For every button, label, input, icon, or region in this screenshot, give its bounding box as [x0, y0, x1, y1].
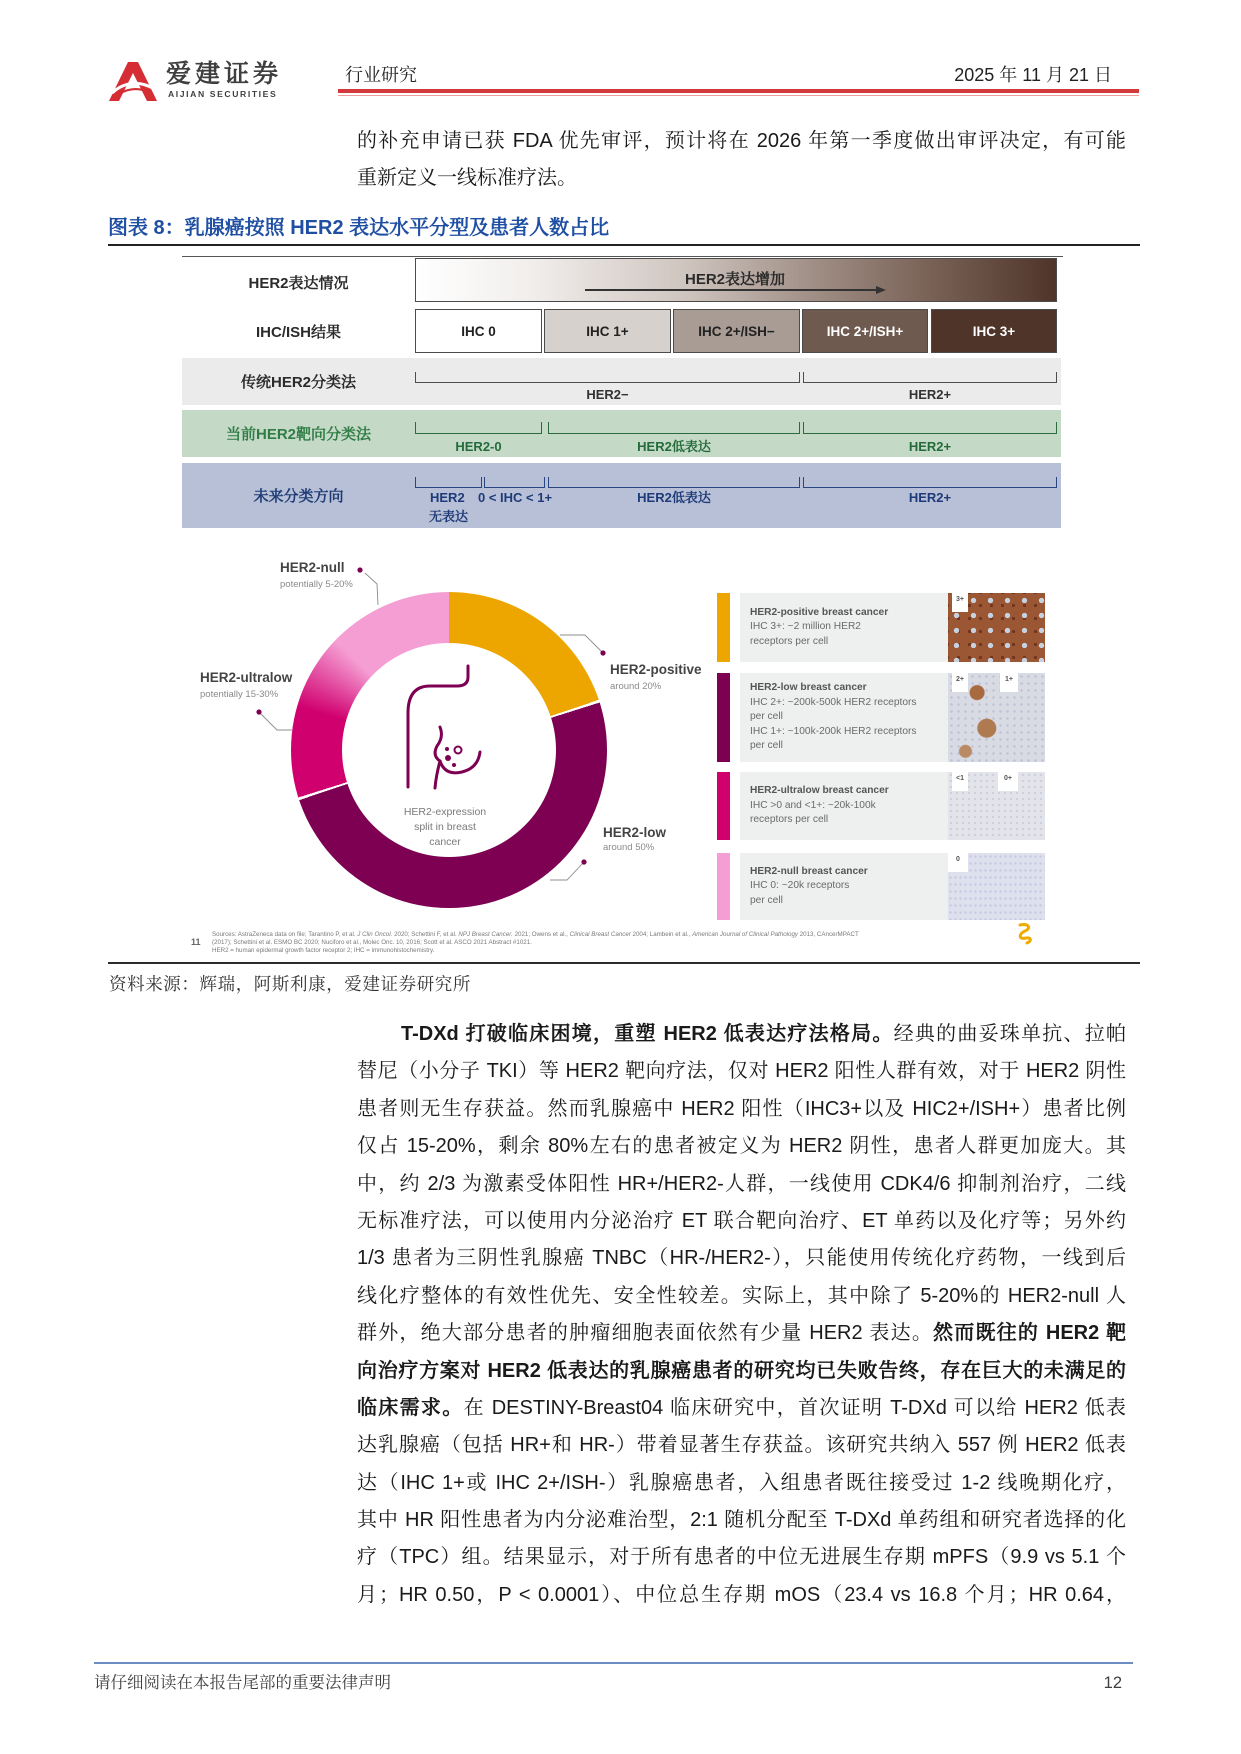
sources-line-1: [212, 931, 859, 939]
stain-tag: 1+: [1000, 673, 1018, 692]
source-journal: Clinical Breast Cancer: [569, 931, 631, 938]
card-color-bar: [717, 673, 730, 762]
page-number: 12: [1103, 1674, 1122, 1692]
source-text: 2020; Schettini F, et al.: [392, 931, 459, 938]
card-line: receptors per cell: [750, 635, 829, 647]
donut-label-low: HER2-low: [603, 825, 667, 840]
card-body: [740, 673, 948, 762]
card-her2-null: [717, 853, 1045, 920]
expression-arrow-label: HER2表达增加: [685, 271, 786, 288]
text-line: 的补充申请已获 FDA 优先审评，预计将在 2026 年第一季度做出审评决定，有可能: [357, 130, 1126, 152]
row-label-current: 当前HER2靶向分类法: [225, 426, 371, 443]
text-segment: 达（IHC 1+或 IHC 2+/ISH-）乳腺癌患者，入组患者既往接受过 1-2 线晚期化疗，: [357, 1471, 1126, 1494]
ihc-box-1plus: IHC 1+: [544, 309, 671, 353]
donut-share-ultralow: potentially 15-30%: [200, 689, 279, 700]
source-text: 2021; Owens et al.,: [512, 931, 570, 938]
stain-tag: 0: [948, 853, 968, 872]
text-segment: 其中 HR 阳性患者为内分泌难治型，2:1 随机分配至 T-DXd 单药组和研究者选择的化: [357, 1509, 1126, 1532]
row-label-ihc: IHC/ISH结果: [255, 323, 341, 341]
card-title: HER2-ultralow breast cancer: [750, 785, 889, 797]
group-her2-positive: HER2+: [908, 490, 952, 505]
source-text: Sources: AstraZeneca data on file; Tarantino P, et al.: [212, 931, 358, 938]
card-title: HER2-low breast cancer: [750, 682, 867, 694]
donut-label-positive: HER2-positive: [610, 662, 702, 677]
aijian-a-logo-icon: [107, 60, 159, 102]
header-rule: [338, 89, 1139, 93]
text-line: [357, 1128, 1126, 1165]
card-color-bar: [717, 593, 730, 662]
center-text-line: split in breast: [414, 821, 476, 833]
stain-tag: 3+: [952, 593, 968, 612]
source-journal: J Clin Oncol.: [357, 931, 393, 938]
text-segment: 线化疗整体的有效性优先、安全性较差。实际上，其中除了 5-20%的 HER2-null 人: [357, 1284, 1126, 1307]
card-line: receptors per cell: [750, 814, 829, 826]
donut-label-ultralow: HER2-ultralow: [200, 670, 293, 685]
card-her2-low: [717, 673, 1045, 762]
sources-line-3: HER2 = human epidermal growth factor receptor 2; IHC = immunohistochemistry.: [212, 947, 435, 954]
figure-source-note: 资料来源：辉瑞，阿斯利康，爱建证券研究所: [109, 974, 471, 994]
source-journal: NPJ Breast Cancer.: [458, 931, 513, 938]
text-segment: 在 DESTINY-Breast04 临床研究中，首次证明 T-DXd 可以给 HER2 低表: [463, 1396, 1126, 1419]
stain-tag: 0+: [998, 772, 1018, 791]
row-label-future: 未来分类方向: [253, 488, 344, 505]
card-line: per cell: [750, 894, 783, 906]
ihc-box-0: IHC 0: [415, 309, 542, 353]
card-line: per cell: [750, 740, 783, 752]
ihc-box-3plus: IHC 3+: [931, 309, 1057, 353]
card-line: per cell: [750, 711, 783, 723]
source-text: 2004; Lambein et al.,: [630, 931, 693, 938]
astrazeneca-logo-icon: [1013, 922, 1037, 946]
report-date: 2025 年 11 月 21 日: [954, 65, 1112, 85]
card-color-bar: [717, 772, 730, 840]
text-line: [357, 1502, 1126, 1539]
text-segment: 1/3 患者为三阴性乳腺癌 TNBC（HR-/HER2-），只能使用传统化疗药物，一线到后: [357, 1247, 1126, 1270]
text-segment: 替尼（小分子 TKI）等 HER2 靶向疗法，仅对 HER2 阳性人群有效，对于 HER2 阴性: [357, 1060, 1126, 1083]
card-line: IHC 1+: ~100k-200k HER2 receptors: [750, 725, 917, 737]
group-her2-0: HER2-0: [455, 439, 502, 454]
row-label-expression: HER2表达情况: [248, 274, 349, 292]
text-line: [357, 1427, 1126, 1464]
report-section: 行业研究: [345, 65, 417, 85]
footer-disclaimer: 请仔细阅读在本报告尾部的重要法律声明: [94, 1674, 391, 1692]
card-body: [740, 593, 948, 662]
text-line: [357, 1539, 1126, 1576]
text-line: [357, 1091, 1126, 1128]
ihc-box-2plus-ish-neg: IHC 2+/ISH−: [673, 309, 800, 353]
group-her2-null: HER2: [430, 490, 465, 505]
text-line: [357, 1166, 1126, 1203]
text-line: 重新定义一线标准疗法。: [357, 167, 577, 190]
text-line: [357, 1203, 1126, 1240]
ihc-stain-image: [948, 853, 1045, 920]
source-journal: American Journal of Clinical Pathology: [692, 931, 798, 938]
bold-lead: T-DXd 打破临床困境，重塑 HER2 低表达疗法格局。: [401, 1023, 894, 1045]
text-segment: 无标准疗法，可以使用内分泌治疗 ET 联合靶向治疗、ET 单药以及化疗等；另外约: [357, 1209, 1126, 1232]
text-line: [357, 1315, 1126, 1352]
text-line: [357, 1577, 1126, 1614]
center-text-line: cancer: [429, 836, 461, 848]
group-her2-positive: HER2+: [908, 439, 952, 454]
group-her2-null-sub: 无表达: [429, 509, 469, 524]
donut-share-low: around 50%: [603, 842, 655, 853]
slide-number: 11: [191, 937, 201, 947]
card-body: [740, 853, 948, 920]
ihc-stain-image: [948, 593, 1045, 662]
text-segment: 患者则无生存获益。然而乳腺癌中 HER2 阳性（IHC3+以及 HIC2+/ISH+）患者比例: [357, 1097, 1126, 1120]
bold-segment: 临床需求。: [357, 1396, 464, 1419]
card-her2-ultralow: [717, 772, 1045, 840]
text-segment: 疗（TPC）组。结果显示，对于所有患者的中位无进展生存期 mPFS（9.9 vs 5.1 个: [357, 1546, 1126, 1569]
card-color-bar: [717, 853, 730, 920]
donut-label-null: HER2-null: [280, 560, 345, 575]
stain-tag: 2+: [952, 673, 968, 692]
card-line: IHC 3+: ~2 million HER2: [750, 621, 861, 633]
card-line: IHC 2+: ~200k-500k HER2 receptors: [750, 696, 917, 708]
text-segment: 中，约 2/3 为激素受体阳性 HR+/HER2-人群，一线使用 CDK4/6 抑制剂治疗，二线: [357, 1172, 1126, 1195]
company-name-cn: 爱建证券: [166, 60, 283, 88]
text-line: [357, 1390, 1126, 1427]
donut-center-text: [385, 805, 505, 850]
figure-bottom-rule: [108, 962, 1140, 964]
body-paragraph: [357, 1016, 1126, 1614]
group-her2-ultralow: 0 < IHC < 1+: [478, 490, 553, 505]
text-line: [357, 1465, 1126, 1502]
intro-paragraph: [357, 123, 1126, 198]
header-rule-thin: [338, 95, 1139, 96]
text-line: [357, 1053, 1126, 1090]
sources-line-2: (2017); Schettini et al. ESMO BC 2020; Nuciforo et al., Molec Onc. 10, 2016; Scott et al. ASCO 2021 Abstract #1021.: [212, 939, 532, 946]
group-her2-low: HER2低表达: [637, 490, 711, 505]
company-name-en: AIJIAN SECURITIES: [168, 89, 278, 99]
donut-share-null: potentially 5-20%: [280, 579, 353, 590]
ihc-stain-image: [948, 772, 1045, 840]
text-segment: 达乳腺癌（包括 HR+和 HR-）带着显著生存获益。该研究共纳入 557 例 HER2 低表: [357, 1434, 1126, 1457]
stain-tag: <1: [952, 772, 968, 791]
text-segment: 群外，绝大部分患者的肿瘤细胞表面依然有少量 HER2 表达。: [357, 1322, 934, 1345]
card-title: HER2-positive breast cancer: [750, 606, 889, 618]
her2-classification-figure: [182, 256, 1066, 956]
bold-segment: 然而既往的 HER2 靶: [933, 1322, 1126, 1345]
row-label-traditional: 传统HER2分类法: [240, 374, 356, 391]
group-her2-low: HER2低表达: [637, 439, 711, 454]
card-line: IHC >0 and <1+: ~20k-100k: [750, 799, 876, 811]
text-line: [357, 1278, 1126, 1315]
group-her2-negative: HER2−: [586, 387, 629, 402]
card-body: [740, 772, 948, 840]
center-text-line: HER2-expression: [403, 806, 487, 818]
card-her2-positive: [717, 593, 1045, 662]
text-line: [357, 1016, 1126, 1053]
source-text: 2013, CAncerMPACT: [798, 931, 859, 938]
text-line: [357, 1353, 1126, 1390]
text-line: [357, 1240, 1126, 1277]
footer-rule: [94, 1662, 1133, 1664]
ihc-box-2plus-ish-pos: IHC 2+/ISH+: [802, 309, 928, 353]
text-segment: 仅占 15-20%，剩余 80%左右的患者被定义为 HER2 阴性，患者人群更加庞大。其: [357, 1135, 1126, 1158]
card-line: IHC 0: ~20k receptors: [750, 880, 850, 892]
donut-share-positive: around 20%: [610, 681, 662, 692]
company-logo: [107, 60, 159, 102]
text-segment: 经典的曲妥珠单抗、拉帕: [893, 1023, 1126, 1045]
text-segment: 月；HR 0.50，P < 0.0001）、中位总生存期 mOS（23.4 vs 16.8 个月；HR 0.64，: [357, 1583, 1126, 1606]
figure-caption: 图表 8：乳腺癌按照 HER2 表达水平分型及患者人数占比: [108, 217, 610, 239]
caption-underline: [108, 244, 1140, 246]
group-her2-positive: HER2+: [908, 387, 952, 402]
breast-silhouette-icon: [408, 666, 480, 788]
bold-segment: 向治疗方案对 HER2 低表达的乳腺癌患者的研究均已失败告终，存在巨大的未满足的: [357, 1359, 1126, 1382]
card-title: HER2-null breast cancer: [750, 865, 868, 877]
ihc-stain-image: [948, 673, 1045, 762]
